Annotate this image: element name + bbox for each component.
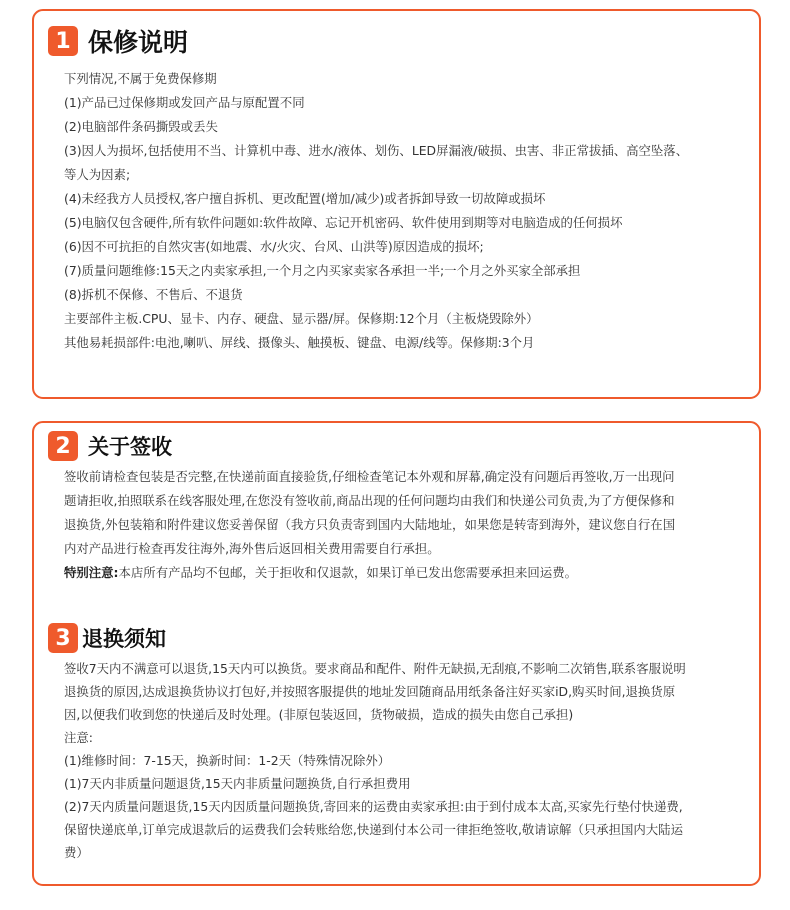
warranty-card: [32, 9, 761, 399]
text-line: (6)因不可抗拒的自然灾害(如地震、水/火灾、台风、山洪等)原因造成的损坏;: [64, 239, 484, 254]
text-line: 保留快递底单,订单完成退款后的运费我们会转账给您,快递到付本公司一律拒绝签收,敬请谅解（只承担国内大陆运: [64, 822, 683, 837]
text-line: 签收7天内不满意可以退货,15天内可以换货。要求商品和配件、附件无缺损,无刮痕,不影响二次销售,联系客服说明: [64, 661, 686, 676]
section-number-badge: 2: [48, 431, 78, 461]
notice-label: 特别注意:: [64, 565, 119, 580]
text-line: 退换货的原因,达成退换货协议打包好,并按照客服提供的地址发回随商品用纸条备注好买家iD,购买时间,退换货原: [64, 684, 676, 699]
text-line: (1)产品已过保修期或发回产品与原配置不同: [64, 95, 305, 110]
text-line: (7)质量问题维修:15天之内卖家承担,一个月之内买家卖家各承担一半;一个月之外买家全部承担: [64, 263, 581, 278]
text-line: (2)7天内质量问题退货,15天内因质量问题换货,寄回来的运费由卖家承担:由于到付成本太高,买家先行垫付快递费,: [64, 799, 683, 814]
receipt-returns-card: [32, 421, 761, 886]
text-line: (5)电脑仅包含硬件,所有软件问题如:软件故障、忘记开机密码、软件使用到期等对电脑造成的任何损坏: [64, 215, 623, 230]
section-number-badge: 3: [48, 623, 78, 653]
text-line: 退换货,外包装箱和附件建议您妥善保留（我方只负责寄到国内大陆地址，如果您是转寄到海外，建议您自行在国: [64, 517, 676, 532]
text-line: 下列情况,不属于免费保修期: [64, 71, 217, 86]
text-line: 注意:: [64, 730, 93, 745]
returns-header: [48, 623, 166, 653]
section-title: 保修说明: [88, 28, 189, 57]
warranty-body: [64, 67, 751, 355]
text-line: (1)7天内非质量问题退货,15天内非质量问题换货,自行承担费用: [64, 776, 411, 791]
receipt-header: [48, 431, 172, 461]
text-line: 等人为因素;: [64, 167, 131, 182]
text-line: (4)未经我方人员授权,客户擅自拆机、更改配置(增加/减少)或者拆卸导致一切故障或损坏: [64, 191, 546, 206]
notice-text: 本店所有产品均不包邮，关于拒收和仅退款，如果订单已发出您需要承担来回运费。: [118, 565, 577, 580]
special-notice: [64, 561, 751, 585]
text-line: 题请拒收,拍照联系在线客服处理,在您没有签收前,商品出现的任何问题均由我们和快递公司负责,为了方便保修和: [64, 493, 675, 508]
text-line: 签收前请检查包装是否完整,在快递前面直接验货,仔细检查笔记本外观和屏幕,确定没有问题后再签收,万一出现问: [64, 469, 675, 484]
text-line: (3)因人为损坏,包括使用不当、计算机中毒、进水/液体、划伤、LED屏漏液/破损、虫害、非正常拔插、高空坠落、: [64, 143, 689, 158]
text-line: 其他易耗损部件:电池,喇叭、屏线、摄像头、触摸板、键盘、电源/线等。保修期:3个月: [64, 335, 535, 350]
section-title: 关于签收: [88, 435, 172, 459]
text-line: 因,以便我们收到您的快递后及时处理。(非原包装返回，货物破损，造成的损失由您自己承担): [64, 707, 574, 722]
warranty-header: [48, 23, 188, 59]
text-line: 主要部件主板.CPU、显卡、内存、硬盘、显示器/屏。保修期:12个月（主板烧毁除外）: [64, 311, 539, 326]
returns-body: [64, 657, 751, 864]
section-title: 退换须知: [82, 627, 166, 651]
section-number-badge: 1: [48, 26, 78, 56]
receipt-body: [64, 465, 751, 585]
text-line: (1)维修时间：7-15天，换新时间：1-2天（特殊情况除外）: [64, 753, 391, 768]
text-line: (8)拆机不保修、不售后、不退货: [64, 287, 243, 302]
text-line: 费）: [64, 845, 89, 860]
text-line: 内对产品进行检查再发往海外,海外售后返回相关费用需要自行承担。: [64, 541, 440, 556]
text-line: (2)电脑部件条码撕毁或丢失: [64, 119, 218, 134]
